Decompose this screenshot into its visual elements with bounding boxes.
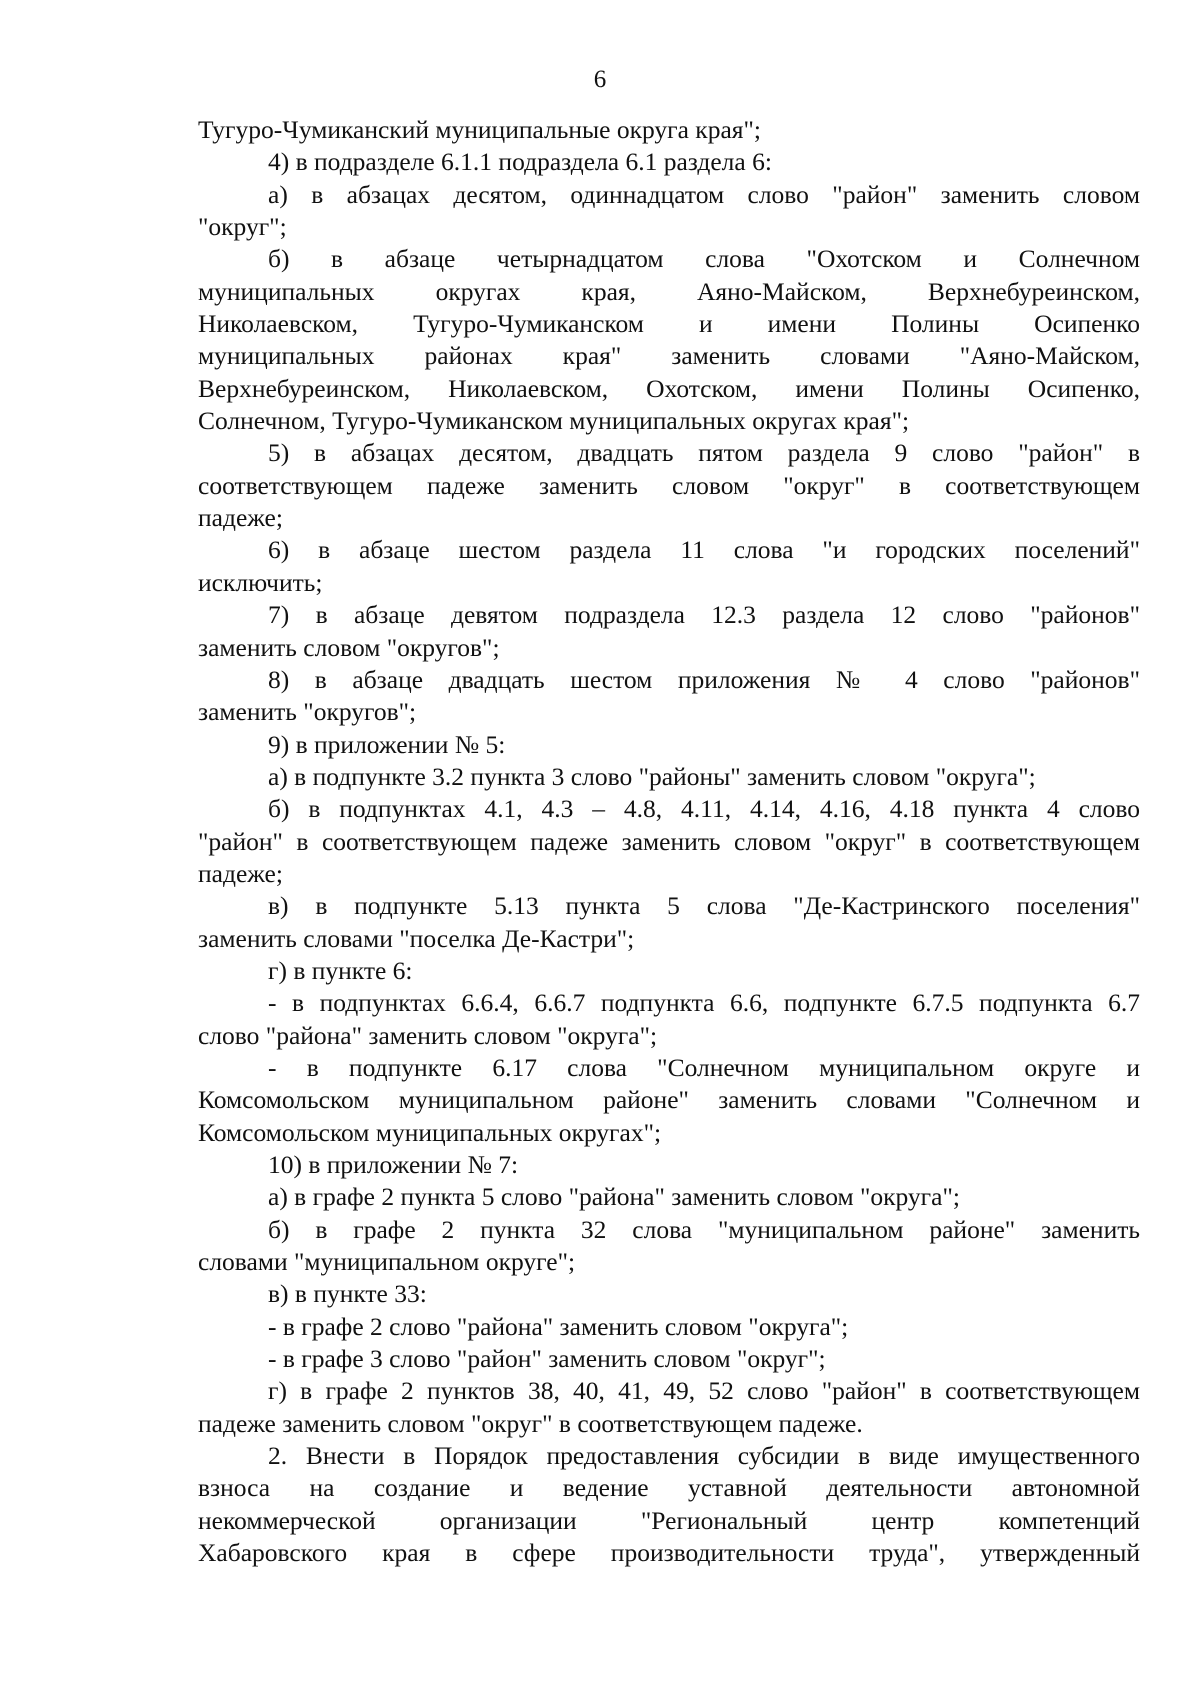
text-line: б) в графе 2 пункта 32 слова "муниципальном районе" заменить <box>268 1214 1140 1244</box>
page-number: 6 <box>593 66 607 93</box>
text-line: взноса на создание и ведение уставной деятельности автономной <box>198 1473 1140 1503</box>
text-line: 8) в абзаце двадцать шестом приложения № 4 слово "районов" <box>268 664 1140 694</box>
document-body <box>198 114 1140 1569</box>
text-line: а) в подпункте 3.2 пункта 3 слово "районы" заменить словом "округа"; <box>268 761 1036 791</box>
text-line: Николаевском, Тугуро-Чумиканском и имени Полины Осипенко <box>198 309 1140 339</box>
text-line: - в графе 2 слово "района" заменить словом "округа"; <box>268 1311 849 1341</box>
text-line: а) в графе 2 пункта 5 слово "района" заменить словом "округа"; <box>268 1182 960 1212</box>
text-line: Тугуро-Чумиканский муниципальные округа края"; <box>198 115 761 144</box>
text-line: г) в пункте 6: <box>268 955 413 985</box>
text-line: Солнечном, Тугуро-Чумиканском муниципальных округах края"; <box>198 406 910 436</box>
text-line: падеже заменить словом "округ" в соответствующем падеже. <box>198 1408 863 1438</box>
text-line: в) в пункте 33: <box>268 1279 427 1309</box>
text-line: - в графе 3 слово "район" заменить словом "округ"; <box>268 1344 826 1374</box>
text-line: соответствующем падеже заменить словом "округ" в соответствующем <box>198 470 1140 500</box>
text-line: заменить словами "поселка Де-Кастри"; <box>198 923 635 953</box>
text-line: 6) в абзаце шестом раздела 11 слова "и городских поселений" <box>268 535 1140 565</box>
text-line: а) в абзацах десятом, одиннадцатом слово "район" заменить словом <box>268 179 1140 209</box>
text-line: "район" в соответствующем падеже заменить словом "округ" в соответствующем <box>198 826 1140 856</box>
text-line: 10) в приложении № 7: <box>268 1150 519 1179</box>
text-line: "округ"; <box>198 212 287 242</box>
text-line: 2. Внести в Порядок предоставления субсидии в виде имущественного <box>268 1441 1140 1471</box>
text-line: - в подпунктах 6.6.4, 6.6.7 подпункта 6.6, подпункте 6.7.5 подпункта 6.7 <box>268 988 1140 1018</box>
text-line: 9) в приложении № 5: <box>268 729 506 759</box>
text-line: Комсомольском муниципальном районе" заменить словами "Солнечном и <box>198 1085 1140 1115</box>
text-line: б) в абзаце четырнадцатом слова "Охотском и Солнечном <box>268 244 1140 274</box>
text-line: - в подпункте 6.17 слова "Солнечном муниципальном округе и <box>268 1052 1140 1082</box>
text-line: муниципальных районах края" заменить словами "Аяно-Майском, <box>198 341 1140 371</box>
text-line: заменить словом "округов"; <box>198 632 500 662</box>
text-line: Комсомольском муниципальных округах"; <box>198 1117 662 1147</box>
text-line: некоммерческой организации "Региональный центр компетенций <box>198 1505 1140 1535</box>
text-line: заменить "округов"; <box>198 697 417 727</box>
text-line: падеже; <box>198 503 283 533</box>
text-line: 4) в подразделе 6.1.1 подраздела 6.1 раздела 6: <box>268 147 772 177</box>
text-line: б) в подпунктах 4.1, 4.3 – 4.8, 4.11, 4.14, 4.16, 4.18 пункта 4 слово <box>268 794 1140 824</box>
text-line: в) в подпункте 5.13 пункта 5 слова "Де-Кастринского поселения" <box>268 891 1140 921</box>
text-line: словами "муниципальном округе"; <box>198 1247 576 1277</box>
text-line: муниципальных округах края, Аяно-Майском, Верхнебуреинском, <box>198 276 1140 306</box>
text-line: 7) в абзаце девятом подраздела 12.3 раздела 12 слово "районов" <box>268 600 1140 630</box>
text-line: исключить; <box>198 567 323 597</box>
text-line: слово "района" заменить словом "округа"; <box>198 1020 658 1050</box>
text-line: Верхнебуреинском, Николаевском, Охотском, имени Полины Осипенко, <box>198 373 1140 403</box>
text-line: 5) в абзацах десятом, двадцать пятом раздела 9 слово "район" в <box>268 438 1140 468</box>
text-line: Хабаровского края в сфере производительности труда", утвержденный <box>198 1538 1140 1568</box>
text-line: падеже; <box>198 858 283 888</box>
text-line: г) в графе 2 пунктов 38, 40, 41, 49, 52 слово "район" в соответствующем <box>268 1376 1140 1406</box>
